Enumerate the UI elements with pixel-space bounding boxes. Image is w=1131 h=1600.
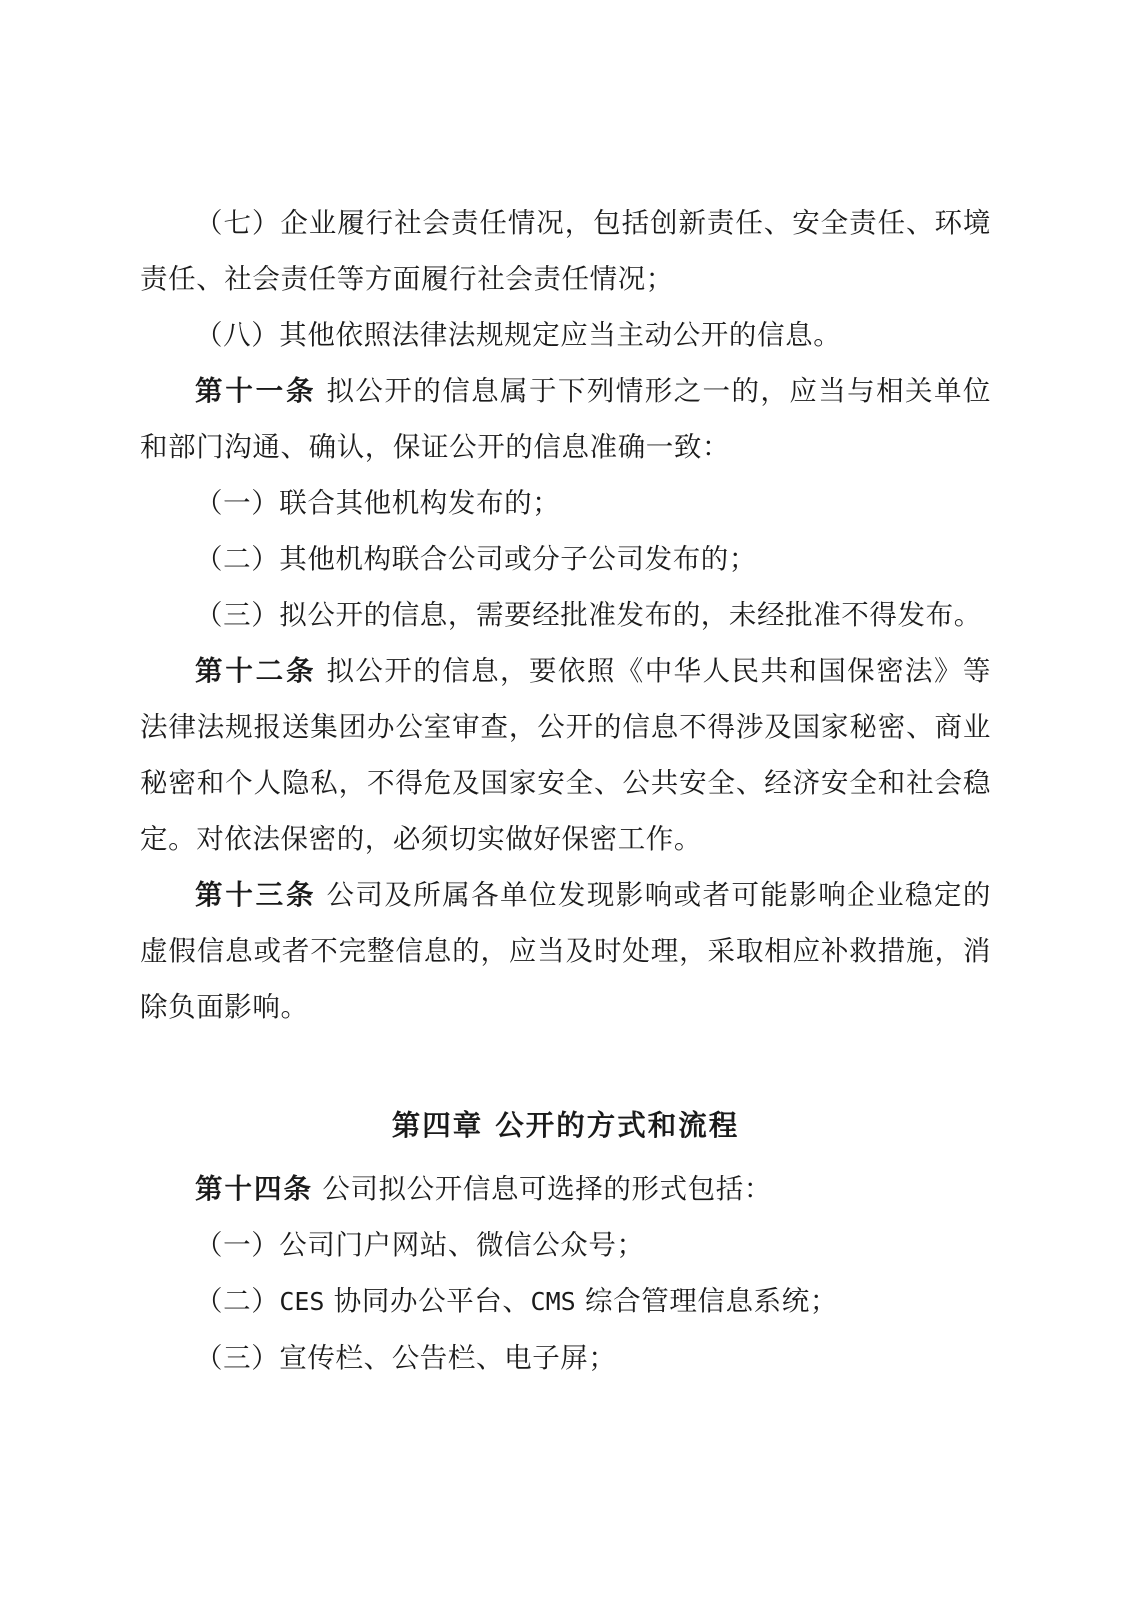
- article-14-list-item-2: [140, 1273, 991, 1330]
- list-item-2-suffix: 综合管理信息系统；: [575, 1285, 838, 1317]
- article-14-text: 公司拟公开信息可选择的形式包括：: [313, 1173, 772, 1205]
- article-11-text: 拟公开的信息属于下列情形之一的，应当与相关单位和部门沟通、确认，保证公开的信息准确一致：: [140, 375, 991, 463]
- article-14: [140, 1161, 991, 1217]
- article-14-list-item-1: （一）公司门户网站、微信公众号；: [195, 1229, 645, 1261]
- article-11: [140, 363, 991, 475]
- article-12-text: 拟公开的信息，要依照《中华人民共和国保密法》等法律法规报送集团办公室审查，公开的信息不得涉及国家秘密、商业秘密和个人隐私，不得危及国家安全、公共安全、经济安全和社会稳定。对依法保密的，必须切实做好保密工作。: [140, 655, 991, 855]
- article-13-text: 公司及所属各单位发现影响或者可能影响企业稳定的虚假信息或者不完整信息的，应当及时处理，采取相应补救措施，消除负面影响。: [140, 879, 991, 1023]
- document-body: [140, 195, 991, 1386]
- term-cms: CMS: [530, 1287, 576, 1316]
- article-11-list-item-2: （二）其他机构联合公司或分子公司发布的；: [195, 543, 757, 575]
- list-item-2-prefix: （二）: [195, 1285, 280, 1317]
- list-item-8: （八）其他依照法律法规规定应当主动公开的信息。: [195, 319, 842, 351]
- article-13-label: 第十三条: [195, 879, 317, 911]
- article-13: [140, 867, 991, 1035]
- article-12-label: 第十二条: [195, 655, 317, 687]
- article-14-list-item-3: （三）宣传栏、公告栏、电子屏；: [195, 1342, 617, 1374]
- article-11-label: 第十一条: [195, 375, 317, 407]
- article-11-list-item-1: （一）联合其他机构发布的；: [195, 487, 561, 519]
- term-ces: CES: [279, 1287, 325, 1316]
- chapter-heading: 第四章 公开的方式和流程: [391, 1108, 740, 1142]
- list-item-2-mid: 协同办公平台、: [324, 1285, 531, 1317]
- article-14-label: 第十四条: [195, 1173, 313, 1205]
- article-11-list-item-3: （三）拟公开的信息，需要经批准发布的，未经批准不得发布。: [195, 599, 982, 631]
- list-item-7: （七）企业履行社会责任情况，包括创新责任、安全责任、环境责任、社会责任等方面履行社会责任情况；: [140, 207, 991, 295]
- article-12: [140, 643, 991, 867]
